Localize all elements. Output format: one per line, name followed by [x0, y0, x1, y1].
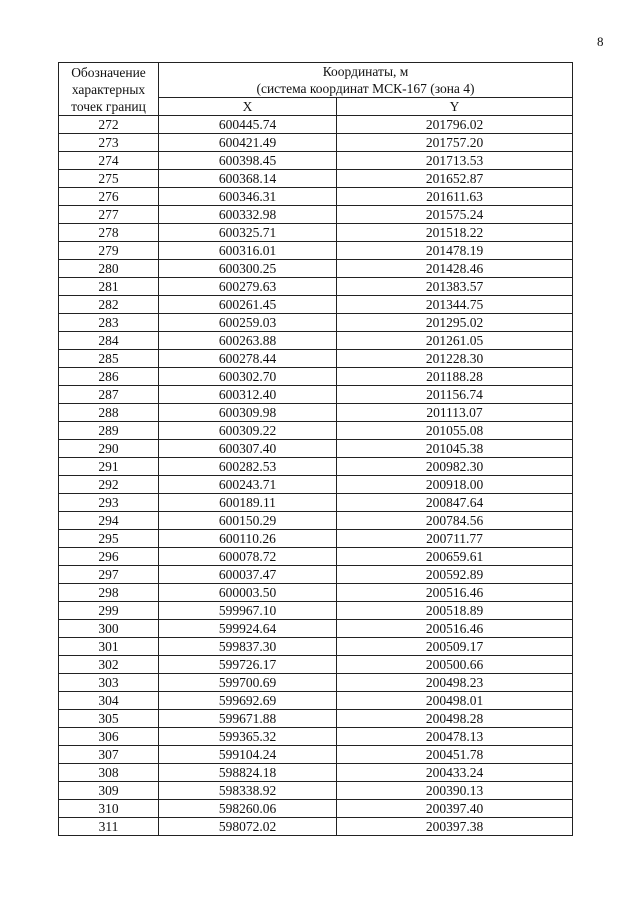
point-number-cell: 306	[59, 728, 159, 746]
table-row	[59, 530, 573, 548]
coordinates-header-line-1: Координаты, м	[322, 64, 409, 79]
x-column-header: X	[159, 98, 337, 116]
y-coordinate-cell: 201575.24	[337, 206, 573, 224]
table-row	[59, 296, 573, 314]
y-coordinate-cell: 201055.08	[337, 422, 573, 440]
point-number-cell: 285	[59, 350, 159, 368]
table-row	[59, 278, 573, 296]
table-row	[59, 368, 573, 386]
x-coordinate-cell: 598824.18	[159, 764, 337, 782]
x-coordinate-cell: 600346.31	[159, 188, 337, 206]
table-row	[59, 386, 573, 404]
table-row	[59, 638, 573, 656]
y-coordinate-cell: 201113.07	[337, 404, 573, 422]
x-coordinate-cell: 600332.98	[159, 206, 337, 224]
point-number-cell: 289	[59, 422, 159, 440]
x-coordinate-cell: 600302.70	[159, 368, 337, 386]
x-coordinate-cell: 600078.72	[159, 548, 337, 566]
point-number-cell: 283	[59, 314, 159, 332]
table-row	[59, 404, 573, 422]
table-row	[59, 440, 573, 458]
x-coordinate-cell: 600309.22	[159, 422, 337, 440]
x-coordinate-cell: 600312.40	[159, 386, 337, 404]
x-coordinate-cell: 598260.06	[159, 800, 337, 818]
y-coordinate-cell: 201611.63	[337, 188, 573, 206]
y-coordinate-cell: 200498.28	[337, 710, 573, 728]
point-number-cell: 281	[59, 278, 159, 296]
table-row	[59, 134, 573, 152]
y-coordinate-cell: 201652.87	[337, 170, 573, 188]
y-coordinate-cell: 200516.46	[337, 620, 573, 638]
point-number-cell: 276	[59, 188, 159, 206]
y-coordinate-cell: 200659.61	[337, 548, 573, 566]
point-header-line-1: Обозначение	[71, 64, 146, 80]
table-row	[59, 314, 573, 332]
y-coordinate-cell: 201261.05	[337, 332, 573, 350]
point-number-cell: 277	[59, 206, 159, 224]
y-coordinate-cell: 200918.00	[337, 476, 573, 494]
table-row	[59, 512, 573, 530]
coordinates-table	[58, 62, 573, 836]
x-coordinate-cell: 600325.71	[159, 224, 337, 242]
table-row	[59, 242, 573, 260]
point-number-cell: 297	[59, 566, 159, 584]
x-coordinate-cell: 600150.29	[159, 512, 337, 530]
point-number-cell: 310	[59, 800, 159, 818]
table-row	[59, 458, 573, 476]
y-coordinate-cell: 200847.64	[337, 494, 573, 512]
point-number-cell: 308	[59, 764, 159, 782]
table-row	[59, 188, 573, 206]
y-coordinate-cell: 201757.20	[337, 134, 573, 152]
y-coordinate-cell: 200982.30	[337, 458, 573, 476]
point-number-cell: 299	[59, 602, 159, 620]
point-number-cell: 309	[59, 782, 159, 800]
point-column-header	[59, 63, 159, 116]
point-number-cell: 284	[59, 332, 159, 350]
point-number-cell: 280	[59, 260, 159, 278]
table-row	[59, 764, 573, 782]
point-number-cell: 292	[59, 476, 159, 494]
table-row	[59, 818, 573, 836]
y-coordinate-cell: 201428.46	[337, 260, 573, 278]
y-coordinate-cell: 200592.89	[337, 566, 573, 584]
x-coordinate-cell: 598072.02	[159, 818, 337, 836]
table-row	[59, 584, 573, 602]
point-number-cell: 293	[59, 494, 159, 512]
x-coordinate-cell: 600307.40	[159, 440, 337, 458]
table-row	[59, 224, 573, 242]
table-row	[59, 800, 573, 818]
y-coordinate-cell: 200711.77	[337, 530, 573, 548]
y-coordinate-cell: 200500.66	[337, 656, 573, 674]
point-number-cell: 272	[59, 116, 159, 134]
x-coordinate-cell: 599104.24	[159, 746, 337, 764]
x-coordinate-cell: 600282.53	[159, 458, 337, 476]
y-coordinate-cell: 200509.17	[337, 638, 573, 656]
table-row	[59, 728, 573, 746]
point-number-cell: 294	[59, 512, 159, 530]
x-coordinate-cell: 600189.11	[159, 494, 337, 512]
point-number-cell: 295	[59, 530, 159, 548]
point-number-cell: 311	[59, 818, 159, 836]
table-row	[59, 476, 573, 494]
x-coordinate-cell: 600261.45	[159, 296, 337, 314]
table-body	[59, 116, 573, 836]
table-row	[59, 692, 573, 710]
y-coordinate-cell: 201713.53	[337, 152, 573, 170]
table-row	[59, 332, 573, 350]
x-coordinate-cell: 600243.71	[159, 476, 337, 494]
table-row	[59, 206, 573, 224]
y-coordinate-cell: 200784.56	[337, 512, 573, 530]
x-coordinate-cell: 600110.26	[159, 530, 337, 548]
x-coordinate-cell: 600037.47	[159, 566, 337, 584]
point-number-cell: 300	[59, 620, 159, 638]
x-coordinate-cell: 600003.50	[159, 584, 337, 602]
y-coordinate-cell: 200498.01	[337, 692, 573, 710]
point-number-cell: 296	[59, 548, 159, 566]
y-coordinate-cell: 200498.23	[337, 674, 573, 692]
point-header-line-3: точек границ	[71, 98, 146, 114]
point-number-cell: 282	[59, 296, 159, 314]
x-coordinate-cell: 600316.01	[159, 242, 337, 260]
y-coordinate-cell: 200390.13	[337, 782, 573, 800]
y-coordinate-cell: 200397.38	[337, 818, 573, 836]
x-coordinate-cell: 600421.49	[159, 134, 337, 152]
y-coordinate-cell: 201796.02	[337, 116, 573, 134]
y-coordinate-cell: 200451.78	[337, 746, 573, 764]
point-number-cell: 286	[59, 368, 159, 386]
point-number-cell: 291	[59, 458, 159, 476]
x-coordinate-cell: 599726.17	[159, 656, 337, 674]
y-coordinate-cell: 201344.75	[337, 296, 573, 314]
y-coordinate-cell: 200516.46	[337, 584, 573, 602]
y-coordinate-cell: 200518.89	[337, 602, 573, 620]
point-number-cell: 275	[59, 170, 159, 188]
y-coordinate-cell: 201156.74	[337, 386, 573, 404]
y-column-header: Y	[337, 98, 573, 116]
table-row	[59, 548, 573, 566]
y-coordinate-cell: 201295.02	[337, 314, 573, 332]
point-number-cell: 278	[59, 224, 159, 242]
y-coordinate-cell: 201188.28	[337, 368, 573, 386]
x-coordinate-cell: 600300.25	[159, 260, 337, 278]
table-row	[59, 746, 573, 764]
x-coordinate-cell: 599700.69	[159, 674, 337, 692]
x-coordinate-cell: 600309.98	[159, 404, 337, 422]
point-number-cell: 305	[59, 710, 159, 728]
table-row	[59, 674, 573, 692]
table-row	[59, 350, 573, 368]
y-coordinate-cell: 200433.24	[337, 764, 573, 782]
point-header-line-2: характерных	[71, 81, 146, 97]
x-coordinate-cell: 600278.44	[159, 350, 337, 368]
coordinates-header-line-2: (система координат МСК-167 (зона 4)	[256, 81, 475, 96]
y-coordinate-cell: 200478.13	[337, 728, 573, 746]
x-coordinate-cell: 600398.45	[159, 152, 337, 170]
point-number-cell: 273	[59, 134, 159, 152]
x-coordinate-cell: 599692.69	[159, 692, 337, 710]
table-row	[59, 422, 573, 440]
table-row	[59, 782, 573, 800]
point-number-cell: 287	[59, 386, 159, 404]
table-row	[59, 494, 573, 512]
x-coordinate-cell: 600259.03	[159, 314, 337, 332]
x-coordinate-cell: 599924.64	[159, 620, 337, 638]
x-coordinate-cell: 599837.30	[159, 638, 337, 656]
x-coordinate-cell: 598338.92	[159, 782, 337, 800]
table-row	[59, 620, 573, 638]
y-coordinate-cell: 201518.22	[337, 224, 573, 242]
point-number-cell: 303	[59, 674, 159, 692]
x-coordinate-cell: 600445.74	[159, 116, 337, 134]
x-coordinate-cell: 600263.88	[159, 332, 337, 350]
point-number-cell: 307	[59, 746, 159, 764]
page-number: 8	[597, 34, 604, 49]
table-row	[59, 710, 573, 728]
point-number-cell: 274	[59, 152, 159, 170]
table-row	[59, 656, 573, 674]
x-coordinate-cell: 600368.14	[159, 170, 337, 188]
table-row	[59, 116, 573, 134]
x-coordinate-cell: 599967.10	[159, 602, 337, 620]
table-row	[59, 566, 573, 584]
point-number-cell: 288	[59, 404, 159, 422]
y-coordinate-cell: 200397.40	[337, 800, 573, 818]
y-coordinate-cell: 201383.57	[337, 278, 573, 296]
x-coordinate-cell: 599365.32	[159, 728, 337, 746]
table-row	[59, 260, 573, 278]
y-coordinate-cell: 201478.19	[337, 242, 573, 260]
point-number-cell: 298	[59, 584, 159, 602]
point-number-cell: 302	[59, 656, 159, 674]
point-number-cell: 290	[59, 440, 159, 458]
y-coordinate-cell: 201228.30	[337, 350, 573, 368]
table-row	[59, 170, 573, 188]
coordinates-header	[159, 63, 573, 98]
table-row	[59, 152, 573, 170]
table-row	[59, 602, 573, 620]
point-number-cell: 301	[59, 638, 159, 656]
point-number-cell: 279	[59, 242, 159, 260]
x-coordinate-cell: 599671.88	[159, 710, 337, 728]
y-coordinate-cell: 201045.38	[337, 440, 573, 458]
point-number-cell: 304	[59, 692, 159, 710]
x-coordinate-cell: 600279.63	[159, 278, 337, 296]
